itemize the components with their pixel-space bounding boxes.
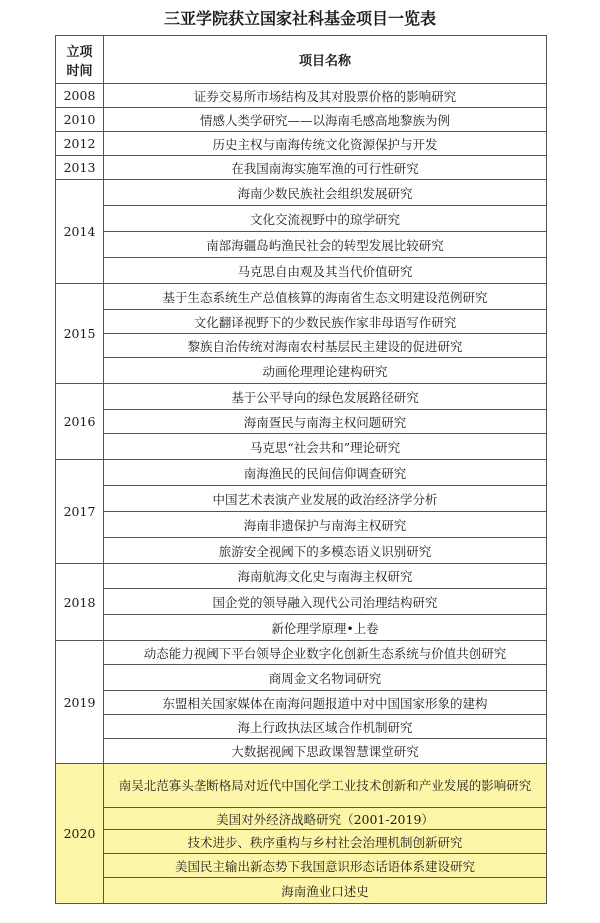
year-cell: 2020 [56, 764, 104, 904]
project-name-cell: 证券交易所市场结构及其对股票价格的影响研究 [104, 84, 547, 108]
table-row [56, 830, 547, 854]
table-row [56, 641, 547, 665]
project-name-cell: 南海渔民的民间信仰调查研究 [104, 460, 547, 486]
project-name-cell: 基于公平导向的绿色发展路径研究 [104, 384, 547, 410]
table-row [56, 156, 547, 180]
table-row [56, 108, 547, 132]
table-row [56, 564, 547, 589]
table-row [56, 410, 547, 434]
table-row [56, 808, 547, 830]
table-row [56, 691, 547, 715]
table-row [56, 538, 547, 564]
page-title: 三亚学院获立国家社科基金项目一览表 [163, 9, 436, 28]
table-row [56, 84, 547, 108]
table-row [56, 615, 547, 641]
project-name-cell: 历史主权与南海传统文化资源保护与开发 [104, 132, 547, 156]
project-name-cell: 南部海疆岛屿渔民社会的转型发展比较研究 [104, 232, 547, 258]
table-row [56, 878, 547, 904]
table-row [56, 715, 547, 739]
project-table [55, 35, 547, 904]
project-name-cell: 东盟相关国家媒体在南海问题报道中对中国国家形象的建构 [104, 691, 547, 715]
project-name-cell: 马克思“社会共和”理论研究 [104, 434, 547, 460]
table-row [56, 434, 547, 460]
project-name-cell: 南吴北范寡头垄断格局对近代中国化学工业技术创新和产业发展的影响研究 [104, 764, 547, 808]
project-name-cell: 旅游安全视阈下的多模态语义识别研究 [104, 538, 547, 564]
project-name-cell: 动画伦理理论建构研究 [104, 358, 547, 384]
table-row [56, 764, 547, 808]
project-name-cell: 海上行政执法区域合作机制研究 [104, 715, 547, 739]
project-name-cell: 情感人类学研究——以海南毛感高地黎族为例 [104, 108, 547, 132]
table-row [56, 665, 547, 691]
project-name-cell: 基于生态系统生产总值核算的海南省生态文明建设范例研究 [104, 284, 547, 310]
table-row [56, 258, 547, 284]
project-name-cell: 海南渔业口述史 [104, 878, 547, 904]
project-name-cell: 海南非遗保护与南海主权研究 [104, 512, 547, 538]
year-cell: 2014 [56, 180, 104, 284]
year-cell: 2013 [56, 156, 104, 180]
project-name-cell: 美国民主输出新态势下我国意识形态话语体系建设研究 [104, 854, 547, 878]
project-name-cell: 文化翻译视野下的少数民族作家非母语写作研究 [104, 310, 547, 334]
table-row [56, 854, 547, 878]
project-name-cell: 美国对外经济战略研究（2001-2019） [104, 808, 547, 830]
project-name-cell: 动态能力视阈下平台领导企业数字化创新生态系统与价值共创研究 [104, 641, 547, 665]
table-row [56, 206, 547, 232]
year-cell: 2019 [56, 641, 104, 764]
table-row [56, 232, 547, 258]
project-name-cell: 新伦理学原理•上卷 [104, 615, 547, 641]
table-row [56, 739, 547, 764]
project-name-cell: 大数据视阈下思政课智慧课堂研究 [104, 739, 547, 764]
project-name-cell: 商周金文名物词研究 [104, 665, 547, 691]
project-name-cell: 海南疍民与南海主权问题研究 [104, 410, 547, 434]
project-name-cell: 中国艺术表演产业发展的政治经济学分析 [104, 486, 547, 512]
year-cell: 2016 [56, 384, 104, 460]
project-name-cell: 黎族自治传统对海南农村基层民主建设的促进研究 [104, 334, 547, 358]
project-name-cell: 海南少数民族社会组织发展研究 [104, 180, 547, 206]
year-cell: 2010 [56, 108, 104, 132]
year-cell: 2015 [56, 284, 104, 384]
table-row [56, 284, 547, 310]
project-name-cell: 海南航海文化史与南海主权研究 [104, 564, 547, 589]
table-row [56, 180, 547, 206]
project-name-cell: 国企党的领导融入现代公司治理结构研究 [104, 589, 547, 615]
col-header-time-line2: 时间 [66, 63, 93, 79]
project-name-cell: 马克思自由观及其当代价值研究 [104, 258, 547, 284]
table-row [56, 132, 547, 156]
table-body [56, 84, 547, 904]
project-name-cell: 技术进步、秩序重构与乡村社会治理机制创新研究 [104, 830, 547, 854]
table-row [56, 460, 547, 486]
table-row [56, 486, 547, 512]
year-cell: 2018 [56, 564, 104, 641]
col-header-time [56, 36, 104, 84]
year-cell: 2012 [56, 132, 104, 156]
table-row [56, 310, 547, 334]
table-header-row [56, 36, 547, 84]
project-name-cell: 文化交流视野中的琼学研究 [104, 206, 547, 232]
table-row [56, 358, 547, 384]
year-cell: 2008 [56, 84, 104, 108]
project-name-cell: 在我国南海实施军渔的可行性研究 [104, 156, 547, 180]
col-header-time-line1: 立项 [66, 44, 93, 60]
table-row [56, 384, 547, 410]
table-row [56, 512, 547, 538]
col-header-name: 项目名称 [104, 36, 547, 84]
year-cell: 2017 [56, 460, 104, 564]
table-row [56, 589, 547, 615]
table-row [56, 334, 547, 358]
